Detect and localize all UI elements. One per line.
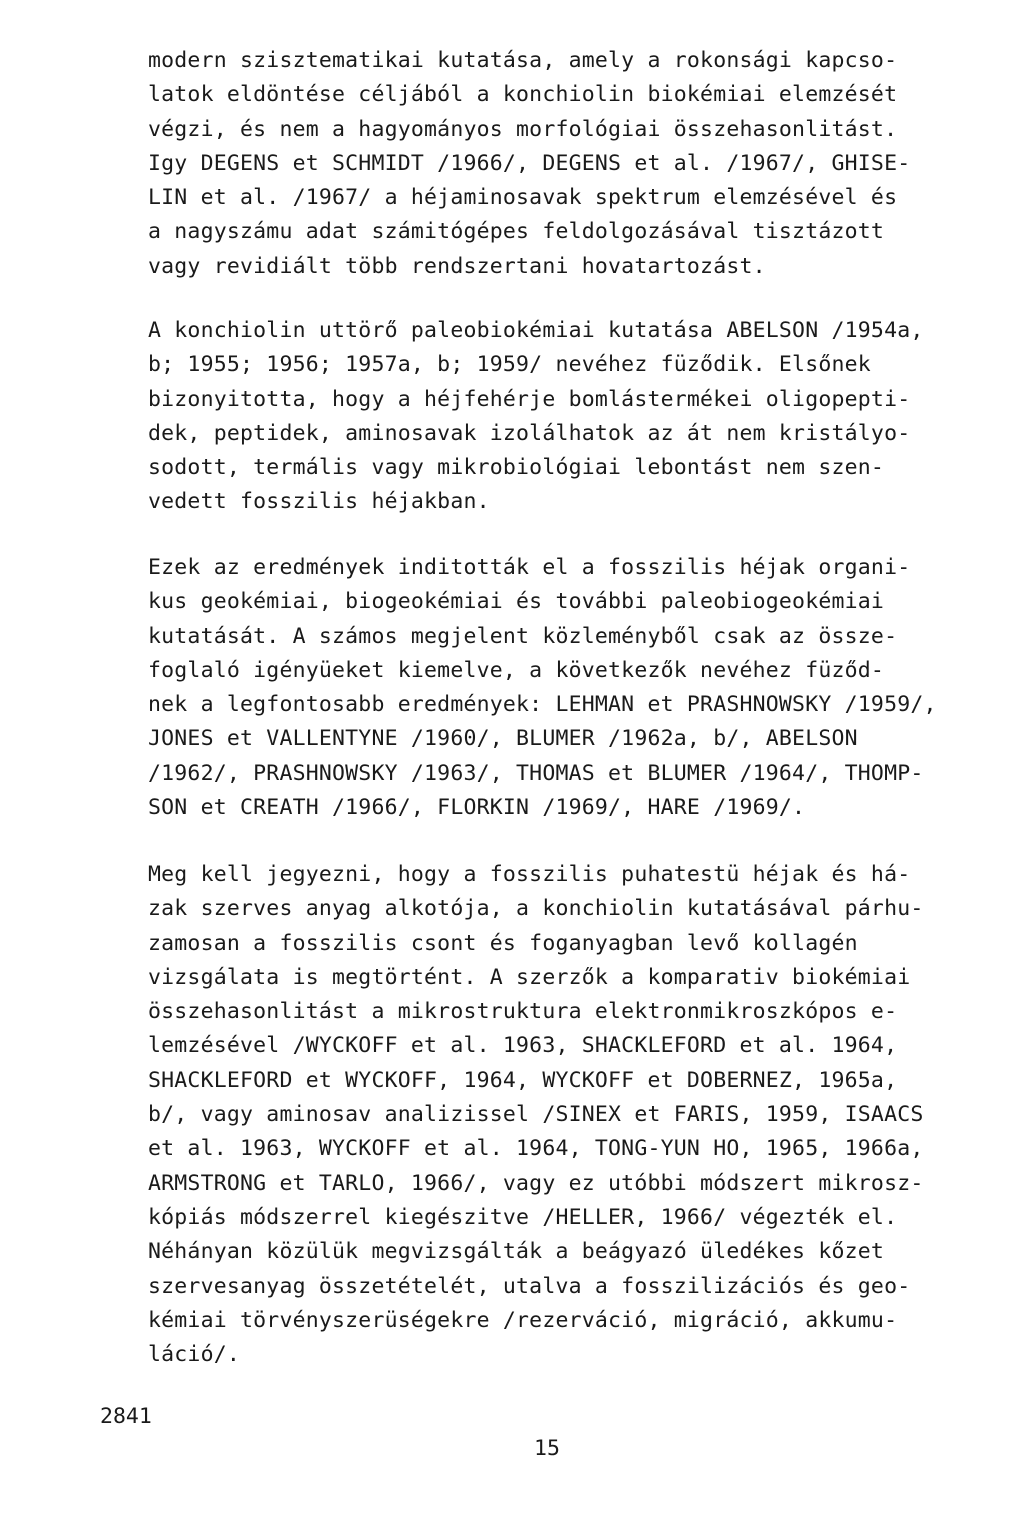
text-line: foglaló igényüeket kiemelve, a következők nevéhez füződ- — [148, 657, 885, 683]
text-line: vedett fosszilis héjakban. — [148, 489, 490, 515]
text-line: a nagyszámu adat számitógépes feldolgozásával tisztázott — [148, 219, 885, 245]
paragraph-2 — [148, 314, 924, 520]
text-line: zamosan a fosszilis csont és foganyagban levő kollagén — [148, 930, 858, 956]
text-line: kus geokémiai, biogeokémiai és további paleobiogeokémiai — [148, 589, 885, 615]
text-line: vagy revidiált több rendszertani hovatartozást. — [148, 253, 766, 279]
text-line: vizsgálata is megtörtént. A szerzők a komparativ biokémiai — [148, 964, 911, 990]
text-line: zak szerves anyag alkotója, a konchiolin kutatásával párhu- — [148, 896, 924, 922]
text-line: lemzésével /WYCKOFF et al. 1963, SHACKLEFORD et al. 1964, — [148, 1033, 898, 1059]
paragraph-1 — [148, 44, 910, 284]
text-line: bizonyitotta, hogy a héjfehérje bomlástermékei oligopepti- — [148, 386, 911, 412]
text-line: nek a legfontosabb eredmények: LEHMAN et PRASHNOWSKY /1959/, — [148, 692, 937, 718]
text-line: b/, vagy aminosav analizissel /SINEX et FARIS, 1959, ISAACS — [148, 1102, 924, 1128]
text-line: modern szisztematikai kutatása, amely a rokonsági kapcso- — [148, 48, 898, 73]
paragraph-3 — [148, 551, 937, 825]
text-line: LIN et al. /1967/ a héjaminosavak spektrum elemzésével és — [148, 185, 898, 211]
text-line: ARMSTRONG et TARLO, 1966/, vagy ez utóbbi módszert mikrosz- — [148, 1170, 924, 1196]
text-line: Ezek az eredmények inditották el a fosszilis héjak organi- — [148, 555, 911, 580]
text-line: SON et CREATH /1966/, FLORKIN /1969/, HARE /1969/. — [148, 795, 806, 821]
text-line: szervesanyag összetételét, utalva a fosszilizációs és geo- — [148, 1273, 911, 1299]
text-line: /1962/, PRASHNOWSKY /1963/, THOMAS et BLUMER /1964/, THOMP- — [148, 760, 924, 786]
text-line: kutatását. A számos megjelent közleményből csak az össze- — [148, 623, 898, 649]
text-line: b; 1955; 1956; 1957a, b; 1959/ nevéhez füződik. Elsőnek — [148, 352, 871, 378]
text-line: SHACKLEFORD et WYCKOFF, 1964, WYCKOFF et DOBERNEZ, 1965a, — [148, 1067, 898, 1093]
text-line: láció/. — [148, 1342, 241, 1368]
text-line: Néhányan közülük megvizsgálták a beágyazó üledékes kőzet — [148, 1239, 885, 1265]
text-line: összehasonlitást a mikrostruktura elektronmikroszkópos e- — [148, 999, 898, 1025]
text-line: sodott, termális vagy mikrobiológiai lebontást nem szen- — [148, 455, 885, 481]
text-line: kémiai törvényszerüségekre /rezerváció, migráció, akkumu- — [148, 1307, 898, 1333]
text-line: dek, peptidek, aminosavak izolálhatok az át nem kristályo- — [148, 420, 911, 446]
paragraph-4 — [148, 858, 924, 1372]
text-line: kópiás módszerrel kiegészitve /HELLER, 1966/ végezték el. — [148, 1204, 898, 1230]
text-line: et al. 1963, WYCKOFF et al. 1964, TONG-YUN HO, 1965, 1966a, — [148, 1136, 924, 1162]
page-number: 15 — [534, 1436, 560, 1461]
text-line: Igy DEGENS et SCHMIDT /1966/, DEGENS et al. /1967/, GHISE- — [148, 150, 911, 176]
text-line: A konchiolin uttörő paleobiokémiai kutatása ABELSON /1954a, — [148, 318, 924, 343]
document-reference-number: 2841 — [100, 1404, 152, 1429]
text-line: Meg kell jegyezni, hogy a fosszilis puhatestü héjak és há- — [148, 862, 911, 887]
text-line: latok eldöntése céljából a konchiolin biokémiai elemzését — [148, 82, 898, 108]
text-line: végzi, és nem a hagyományos morfológiai összehasonlitást. — [148, 116, 898, 142]
text-line: JONES et VALLENTYNE /1960/, BLUMER /1962a, b/, ABELSON — [148, 726, 858, 752]
